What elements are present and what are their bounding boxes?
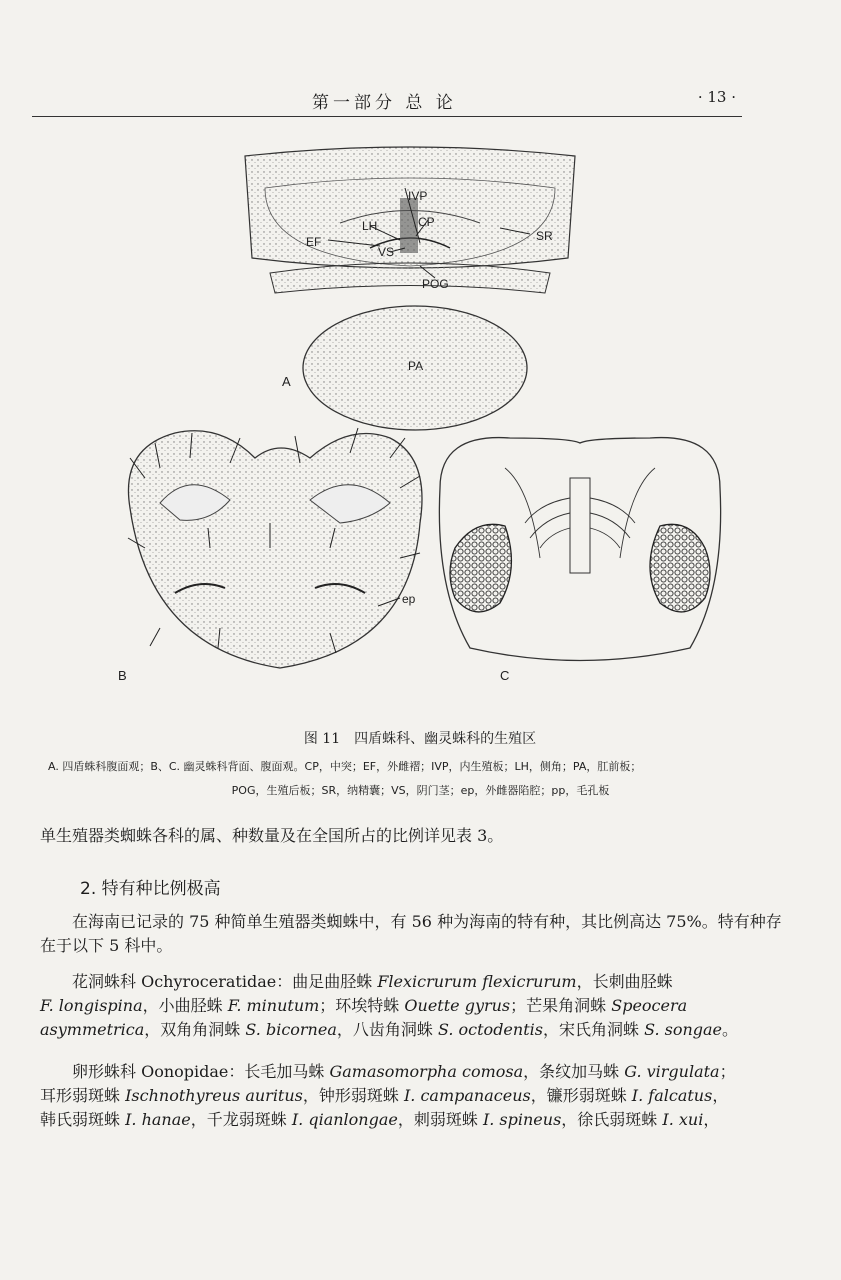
species-cn: ，徐氏弱斑蛛 [561, 1110, 663, 1129]
paragraph-endemic-ratio: 在海南已记录的 75 种简单生殖器类蜘蛛中，有 56 种为海南的特有种，其比例高达 75%。特有种存在于以下 5 科中。 [40, 912, 782, 955]
species-cn: ，双角角洞蛛 [144, 1020, 246, 1039]
punctuation: 。 [722, 1020, 739, 1039]
paragraph-table-ref: 单生殖器类蜘蛛各科的属、种数量及在全国所占的比例详见表 3。 [40, 826, 504, 845]
panel-a-drawing [245, 147, 575, 430]
species-latin: F. longispina [40, 996, 143, 1015]
species-cn: ，钟形弱斑蛛 [302, 1086, 404, 1105]
page-number: · 13 · [697, 88, 736, 106]
species-latin: I. hanae [125, 1110, 191, 1129]
figure-legend-line-2: POG，生殖后板；SR，纳精囊；VS，阴门茎；ep，外雌器陷腔；pp，毛孔板 [231, 784, 610, 797]
species-latin: I. falcatus [631, 1086, 713, 1105]
label-pa: PA [408, 359, 424, 373]
label-pog: POG [422, 277, 449, 291]
section-heading: 2. 特有种比例极高 [80, 879, 221, 899]
species-latin: F. minutum [227, 996, 320, 1015]
species-latin: G. virgulata [624, 1062, 720, 1081]
species-latin: S. bicornea [245, 1020, 337, 1039]
label-ivp: IVP [408, 189, 428, 203]
panel-b-drawing [118, 428, 422, 683]
figure-caption: 图 11 四盾蛛科、幽灵蛛科的生殖区 [303, 731, 537, 747]
running-header [32, 86, 742, 117]
label-sr: SR [536, 229, 553, 243]
species-cn: ，小曲胫蛛 [142, 996, 228, 1015]
species-cn: ，条纹加马蛛 [523, 1062, 625, 1081]
label-ep: ep [402, 592, 416, 606]
paragraph-ochyroceratidae [40, 970, 790, 1042]
punctuation: ， [703, 1110, 720, 1129]
species-latin: S. songae [644, 1020, 723, 1039]
species-cn: 长毛加马蛛 [244, 1062, 330, 1081]
species-latin: Gamasomorpha comosa [329, 1062, 524, 1081]
panel-a-letter: A [282, 374, 291, 389]
species-latin: I. spineus [482, 1110, 562, 1129]
label-cp: CP [418, 215, 435, 229]
species-cn: ；环埃特蛛 [319, 996, 405, 1015]
label-ef: EF [306, 235, 322, 249]
species-cn: ，长刺曲胫蛛 [576, 972, 673, 991]
figure-legend-line-1: A. 四盾蛛科腹面观；B、C. 幽灵蛛科背面、腹面观。CP，中突；EF，外雌褶；IVP，内生殖板；LH，侧角；PA，肛前板； [48, 760, 642, 773]
header-title: 第一部分 总 论 [312, 93, 457, 113]
species-cn: ，宋氏角洞蛛 [542, 1020, 645, 1039]
species-latin: Ischnothyreus auritus [125, 1086, 303, 1105]
species-cn: 耳形弱斑蛛 [40, 1086, 126, 1105]
paragraph-oonopidae [40, 1060, 790, 1132]
panel-c-letter: C [500, 668, 510, 683]
species-latin: Ouette gyrus [404, 996, 511, 1015]
species-latin: Flexicrurum flexicrurum [377, 972, 577, 991]
species-cn: ，八齿角洞蛛 [336, 1020, 438, 1039]
family-name: 卵形蛛科 Oonopidae： [72, 1062, 245, 1081]
species-latin: I. qianlongae [291, 1110, 398, 1129]
species-cn: ，镰形弱斑蛛 [530, 1086, 632, 1105]
figure-11 [100, 128, 740, 708]
punctuation: ， [712, 1086, 729, 1105]
species-cn: ，千龙弱斑蛛 [190, 1110, 292, 1129]
species-cn: ，刺弱斑蛛 [397, 1110, 483, 1129]
species-cn: 韩氏弱斑蛛 [40, 1110, 126, 1129]
panel-c-drawing [439, 438, 720, 683]
species-latin: I. campanaceus [403, 1086, 531, 1105]
species-cn: ；芒果角洞蛛 [510, 996, 612, 1015]
species-latin: I. xui [662, 1110, 704, 1129]
label-vs: VS [378, 245, 395, 259]
species-latin: S. octodentis [437, 1020, 543, 1039]
label-lh: LH [362, 219, 378, 233]
species-latin: asymmetrica [40, 1020, 145, 1039]
species-latin: Speocera [611, 996, 688, 1015]
punctuation: ； [719, 1062, 736, 1081]
panel-b-letter: B [118, 668, 127, 683]
species-cn: 曲足曲胫蛛 [292, 972, 378, 991]
family-name: 花洞蛛科 Ochyroceratidae： [72, 972, 293, 991]
